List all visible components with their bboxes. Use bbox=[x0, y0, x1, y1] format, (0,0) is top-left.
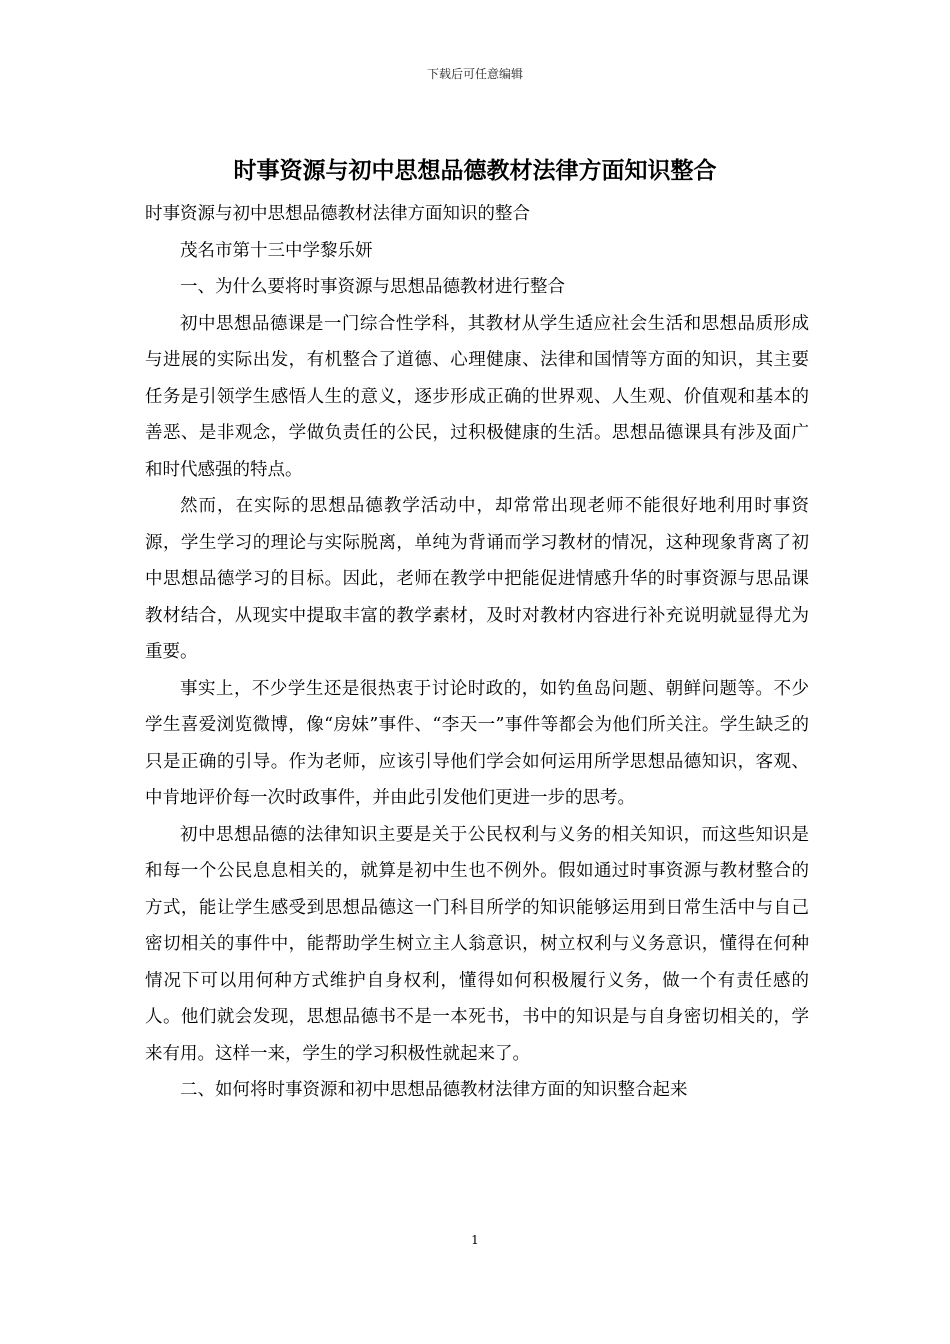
section-heading-1: 一、为什么要将时事资源与思想品德教材进行整合 bbox=[180, 277, 565, 297]
page-number: 1 bbox=[471, 1233, 479, 1247]
section-heading-2: 二、如何将时事资源和初中思想品德教材法律方面的知识整合起来 bbox=[180, 1080, 688, 1100]
document-body bbox=[145, 196, 809, 1109]
paragraph: 初中思想品德课是一门综合性学科，其教材从学生适应社会生活和思想品质形成与进展的实际出发，有机整合了道德、心理健康、法律和国情等方面的知识，其主要任务是引领学生感悟人生的意义，逐步形成正确的世界观、人生观、价值观和基本的善恶、是非观念，学做负责任的公民，过积极健康的生活。思想品德课具有涉及面广和时代感强的特点。 bbox=[145, 313, 809, 480]
document-title: 时事资源与初中思想品德教材法律方面知识整合 bbox=[233, 157, 717, 184]
paragraph: 事实上，不少学生还是很热衷于讨论时政的，如钓鱼岛问题、朝鲜问题等。不少学生喜爱浏览微博，像“房妹”事件、“李天一”事件等都会为他们所关注。学生缺乏的只是正确的引导。作为老师，应该引导他们学会如何运用所学思想品德知识，客观、中肯地评价每一次时政事件，并由此引发他们更进一步的思考。 bbox=[145, 678, 809, 808]
paragraph: 然而，在实际的思想品德教学活动中，却常常出现老师不能很好地利用时事资源，学生学习的理论与实际脱离，单纯为背诵而学习教材的情况，这种现象背离了初中思想品德学习的目标。因此，老师在教学中把能促进情感升华的时事资源与思品课教材结合，从现实中提取丰富的教学素材，及时对教材内容进行补充说明就显得尤为重要。 bbox=[145, 496, 809, 662]
document-author: 茂名市第十三中学黎乐妍 bbox=[180, 240, 373, 261]
page-header-note: 下载后可任意编辑 bbox=[426, 67, 523, 81]
paragraph: 初中思想品德的法律知识主要是关于公民权利与义务的相关知识，而这些知识是和每一个公民息息相关的，就算是初中生也不例外。假如通过时事资源与教材整合的方式，能让学生感受到思想品德这一门科目所学的知识能够运用到日常生活中与自己密切相关的事件中，能帮助学生树立主人翁意识，树立权利与义务意识，懂得在何种情况下可以用何种方式维护自身权利，懂得如何积极履行义务，做一个有责任感的人。他们就会发现，思想品德书不是一本死书，书中的知识是与自身密切相关的，学来有用。这样一来，学生的学习积极性就起来了。 bbox=[145, 824, 809, 1064]
document-subtitle: 时事资源与初中思想品德教材法律方面知识的整合 bbox=[145, 204, 530, 224]
